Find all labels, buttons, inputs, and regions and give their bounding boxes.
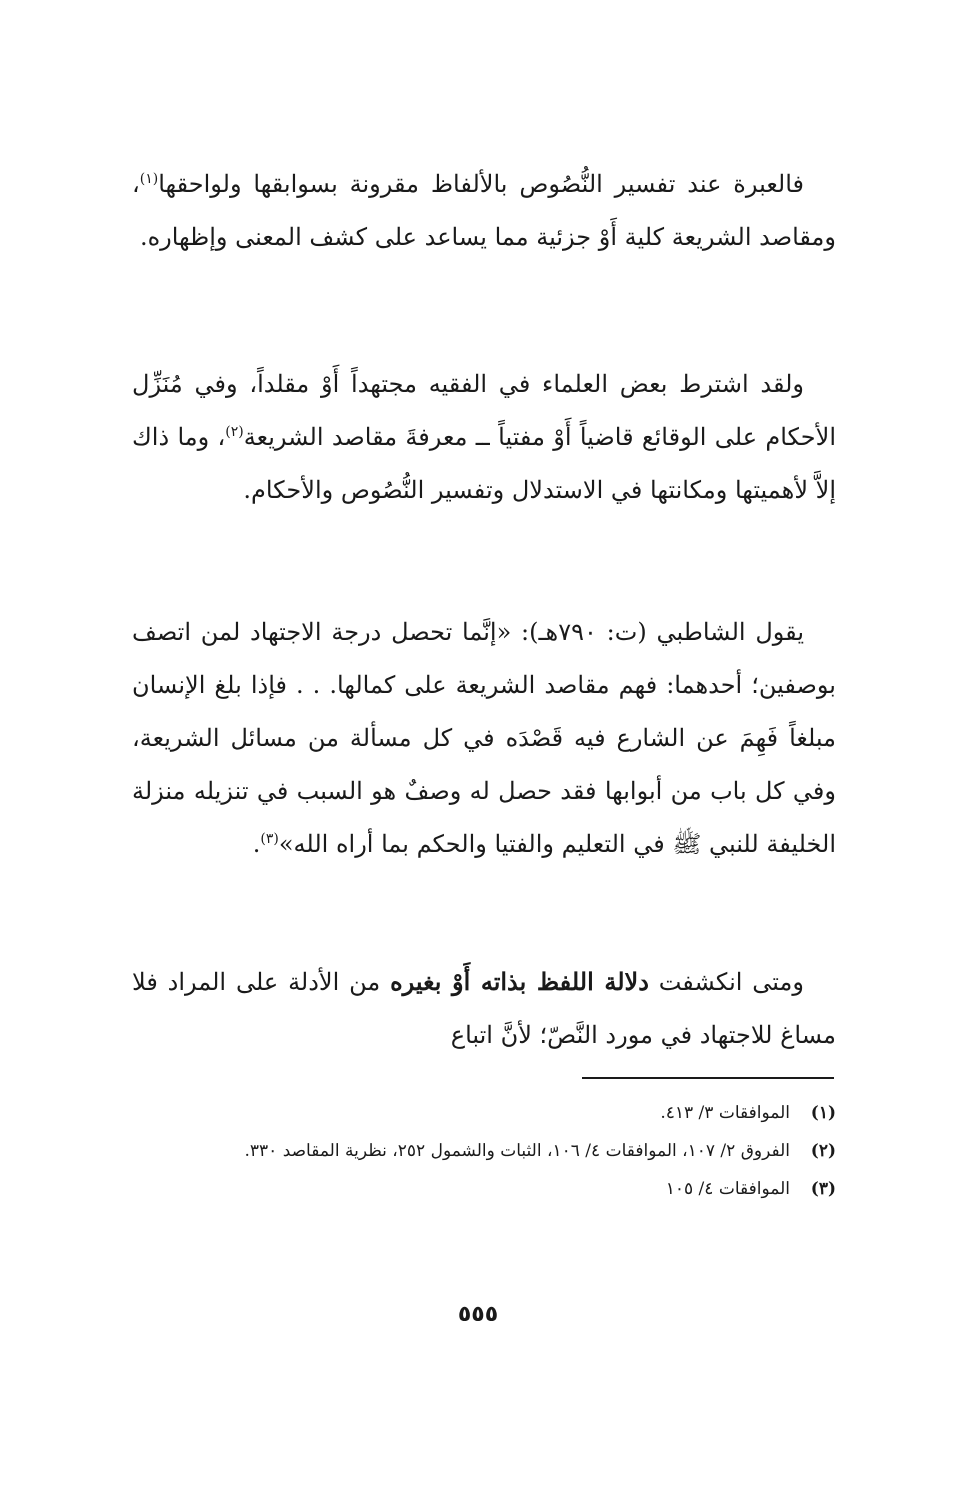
footnote-2 [132,1132,836,1170]
page-number: ٥٥٥ [457,1302,499,1327]
footnote-divider [582,1077,834,1079]
footnote-number: (٢) [810,1141,836,1161]
footnote-number: (٣) [810,1179,836,1199]
paragraph-2-text-b: ، وما ذاك إلاَّ لأهميتها ومكانتها في الاستدلال وتفسير النُّصُوص والأحكام. [132,423,836,504]
paragraph-2-text-a: ولقد اشترط بعض العلماء في الفقيه مجتهداً أَوْ مقلداً، وفي مُنَزِّل الأحكام على الوقائع قاضياً أَوْ مفتياً ــ معرفةَ مقاصد الشريعة [132,370,836,451]
paragraph-1-text-a: فالعبرة عند تفسير النُّصُوص بالألفاظ مقرونة بسوابقها ولواحقها [158,170,804,198]
footnote-ref-2: (٢) [225,424,244,440]
paragraph-3-text-b: . [252,830,261,858]
footnote-text: الموافقات ٤/ ١٠٥ [665,1179,790,1199]
paragraph-4-text-a: ومتى انكشفت [648,968,804,996]
footnote-ref-3: (٣) [260,831,279,847]
paragraph-3 [132,606,836,871]
footnote-text: الموافقات ٣/ ٤١٣. [660,1103,790,1123]
footnotes [132,1094,836,1208]
paragraph-4-text-b: من الأدلة على المراد فلا مساغ للاجتهاد في مورد النَّصّ؛ لأنَّ اتباع [132,968,836,1049]
footnote-number: (١) [810,1103,836,1123]
footnote-text: الفروق ٢/ ١٠٧، الموافقات ٤/ ١٠٦، الثبات والشمول ٢٥٢، نظرية المقاصد ٣٣٠. [244,1141,790,1161]
paragraph-4-bold-phrase: دلالة اللفظ بذاته أَوْ بغيره [390,967,649,996]
paragraph-1-text-b: ، ومقاصد الشريعة كلية أَوْ جزئية مما يساعد على كشف المعنى وإظهاره. [132,170,836,251]
footnote-ref-1: (١) [139,171,159,187]
paragraph-1 [132,158,836,264]
paragraph-2 [132,358,836,517]
paragraph-4 [132,955,836,1062]
paragraph-3-text-a: يقول الشاطبي (ت: ٧٩٠هـ): «إنَّما تحصل درجة الاجتهاد لمن اتصف بوصفين؛ أحدهما: فهم مقاصد الشريعة على كمالها. . . فإذا بلغ الإنسان مبلغاً فَهِمَ عن الشارع فيه قَصْدَه في كل مسألة من مسائل الشريعة، وفي كل باب من أبوابها فقد حصل له وصفٌ هو السبب في تنزيله منزلة الخليفة للنبي ﷺ في التعليم والفتيا والحكم بما أراه الله» [132,618,836,858]
footnote-3 [132,1170,836,1208]
footnote-1 [132,1094,836,1132]
